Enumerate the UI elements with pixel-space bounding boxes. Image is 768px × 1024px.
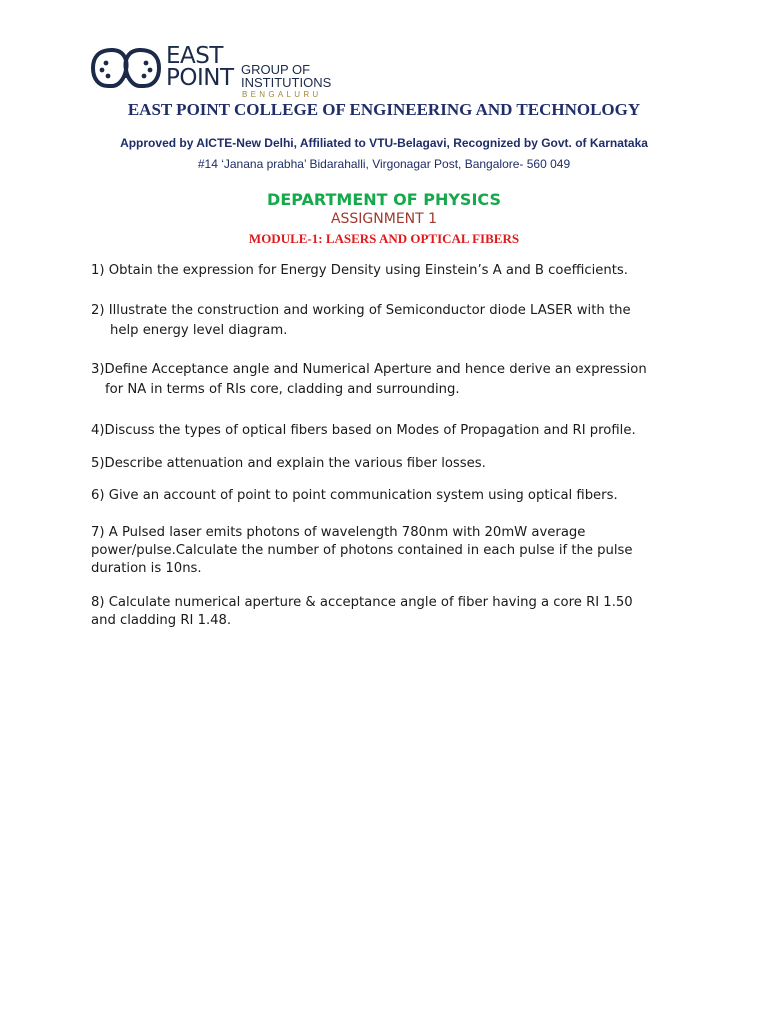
question-1: [91, 261, 691, 281]
question-7-line-2: power/pulse.Calculate the number of photons contained in each pulse if the pulse: [91, 543, 633, 558]
department-title: DEPARTMENT OF PHYSICS: [267, 190, 501, 209]
question-2-line-1: 2) Illustrate the construction and working of Semiconductor diode LASER with the: [91, 303, 631, 318]
question-3-line-2: for NA in terms of RIs core, cladding and surrounding.: [105, 382, 460, 397]
logo-word-east: EAST: [166, 43, 223, 69]
logo-group-line: GROUP OF: [241, 62, 311, 77]
question-3-line-1: 3)Define Acceptance angle and Numerical Aperture and hence derive an expression: [91, 362, 647, 377]
question-6-line-1: 6) Give an account of point to point communication system using optical fibers.: [91, 488, 618, 503]
assignment-title: ASSIGNMENT 1: [330, 211, 438, 227]
question-7: [91, 524, 691, 578]
question-4-line-1: 4)Discuss the types of optical fibers based on Modes of Propagation and RI profile.: [91, 423, 636, 438]
question-5: [91, 454, 691, 474]
college-name: EAST POINT COLLEGE OF ENGINEERING AND TECHNOLOGY: [127, 100, 641, 119]
approval-line: Approved by AICTE-New Delhi, Affiliated to VTU-Belagavi, Recognized by Govt. of Karnataka: [120, 136, 648, 150]
question-6: [91, 486, 691, 506]
question-2-line-2: help energy level diagram.: [110, 323, 288, 338]
module-title: MODULE-1: LASERS AND OPTICAL FIBERS: [248, 231, 520, 246]
question-7-line-3: duration is 10ns.: [91, 561, 202, 576]
logo-institutions-line: INSTITUTIONS: [241, 75, 332, 90]
question-2: [91, 301, 691, 341]
east-point-logo-icon: [90, 46, 162, 90]
institution-logo: [90, 44, 330, 100]
question-8: [91, 594, 691, 630]
question-3: [91, 360, 691, 400]
logo-word-point: POINT: [166, 65, 234, 91]
logo-city: BENGALURU: [242, 90, 322, 99]
question-7-line-1: 7) A Pulsed laser emits photons of wavelength 780nm with 20mW average: [91, 525, 586, 540]
question-8-line-1: 8) Calculate numerical aperture & acceptance angle of fiber having a core RI 1.50: [91, 595, 633, 610]
question-8-line-2: and cladding RI 1.48.: [91, 613, 232, 628]
question-4: [91, 421, 691, 441]
question-5-line-1: 5)Describe attenuation and explain the various fiber losses.: [91, 456, 486, 471]
address-line: #14 ‘Janana prabha’ Bidarahalli, Virgonagar Post, Bangalore- 560 049: [197, 157, 571, 171]
question-1-line-1: 1) Obtain the expression for Energy Density using Einstein’s A and B coefficients.: [91, 263, 628, 278]
